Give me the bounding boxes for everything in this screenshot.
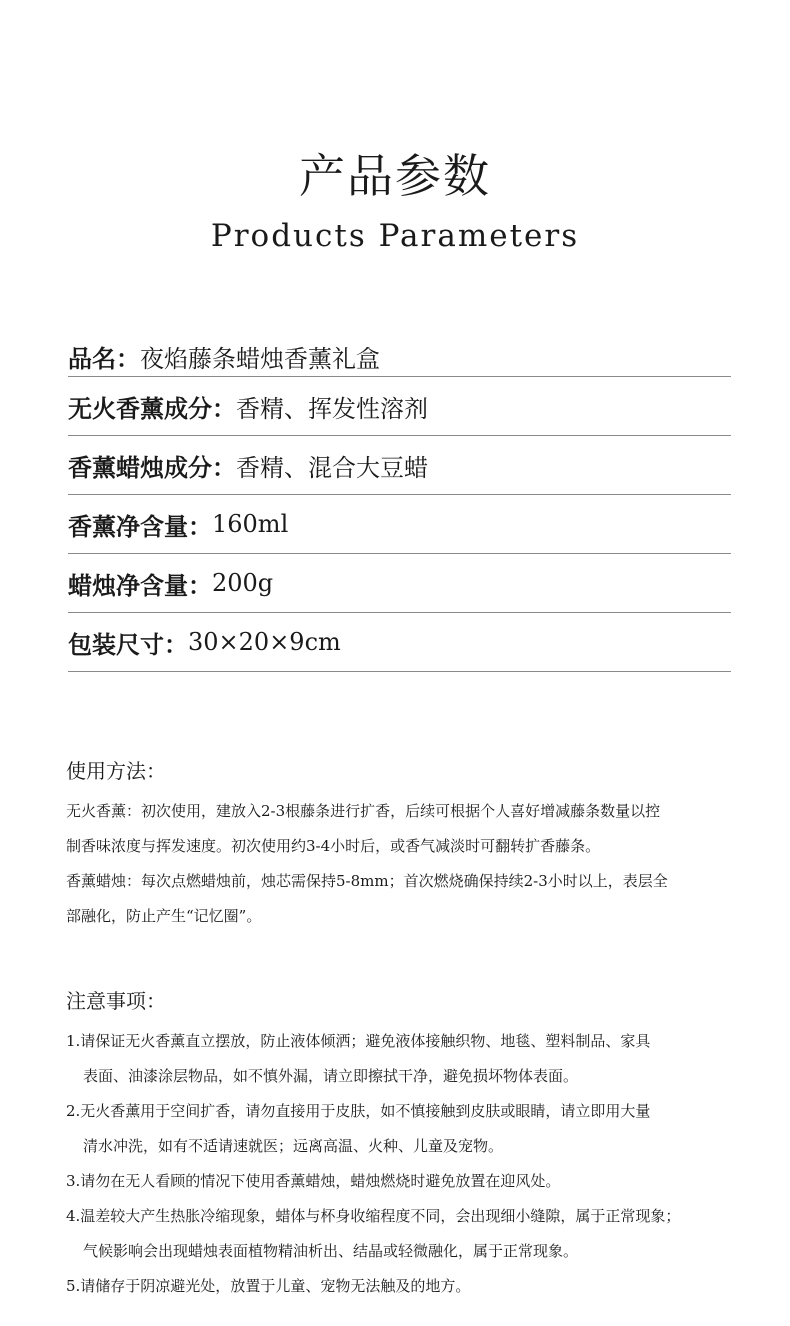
param-row-candle-ingredients xyxy=(68,436,731,495)
usage-line: 香薰蜡烛：每次点燃蜡烛前，烛芯需保持5-8mm；首次燃烧确保持续2-3小时以上，表层全 xyxy=(66,872,668,890)
usage-section xyxy=(66,755,756,934)
page-title-cn: 产品参数 xyxy=(299,149,491,203)
param-label: 无火香薰成分： xyxy=(68,393,236,423)
note-line: 1.请保证无火香薰直立摆放，防止液体倾洒；避免液体接触织物、地毯、塑料制品、家具 xyxy=(66,1032,651,1050)
usage-line: 无火香薰：初次使用，建放入2-3根藤条进行扩香，后续可根据个人喜好增减藤条数量以控 xyxy=(66,802,661,820)
note-line: 表面、油漆涂层物品，如不慎外漏，请立即擦拭干净，避免损坏物体表面。 xyxy=(83,1067,579,1085)
note-line: 4.温差较大产生热胀冷缩现象，蜡体与杯身收缩程度不同，会出现细小缝隙，属于正常现象； xyxy=(66,1207,681,1225)
param-label: 包装尺寸： xyxy=(68,629,188,659)
usage-line: 部融化，防止产生“记忆圈”。 xyxy=(66,907,262,925)
note-line: 2.无火香薰用于空间扩香，请勿直接用于皮肤，如不慎接触到皮肤或眼睛，请立即用大量 xyxy=(66,1102,651,1120)
note-line: 5.请储存于阴凉避光处，放置于儿童、宠物无法触及的地方。 xyxy=(66,1277,471,1295)
usage-line: 制香味浓度与挥发速度。初次使用约3-4小时后，或香气减淡时可翻转扩香藤条。 xyxy=(66,837,601,855)
notes-list xyxy=(66,1024,756,1304)
param-value: 香精、挥发性溶剂 xyxy=(236,394,428,423)
usage-text xyxy=(66,794,756,934)
param-row-name xyxy=(68,333,731,377)
note-line: 气候影响会出现蜡烛表面植物精油析出、结晶或轻微融化，属于正常现象。 xyxy=(83,1242,579,1260)
param-label: 品名： xyxy=(68,344,140,373)
note-line: 清水冲洗，如有不适请速就医；远离高温、火种、儿童及宠物。 xyxy=(83,1137,504,1155)
param-row-diffuser-ingredients xyxy=(68,377,731,436)
param-value: 30×20×9cm xyxy=(188,628,341,656)
param-value: 200g xyxy=(212,569,274,597)
param-label: 香薰净含量： xyxy=(68,511,212,541)
param-row-package-size xyxy=(68,613,731,672)
notes-title: 注意事项： xyxy=(66,989,166,1013)
notes-section xyxy=(66,985,756,1304)
param-label: 蜡烛净含量： xyxy=(68,570,212,600)
param-value: 香精、混合大豆蜡 xyxy=(236,453,428,482)
param-row-candle-weight xyxy=(68,554,731,613)
note-line: 3.请勿在无人看顾的情况下使用香薰蜡烛，蜡烛燃烧时避免放置在迎风处。 xyxy=(66,1172,561,1190)
param-row-diffuser-volume xyxy=(68,495,731,554)
page-title-en: Products Parameters xyxy=(210,218,580,254)
usage-title: 使用方法： xyxy=(66,759,166,783)
param-value: 160ml xyxy=(212,510,289,538)
param-label: 香薰蜡烛成分： xyxy=(68,452,236,482)
param-value: 夜焰藤条蜡烛香薰礼盒 xyxy=(140,345,380,373)
params-table xyxy=(68,333,731,672)
